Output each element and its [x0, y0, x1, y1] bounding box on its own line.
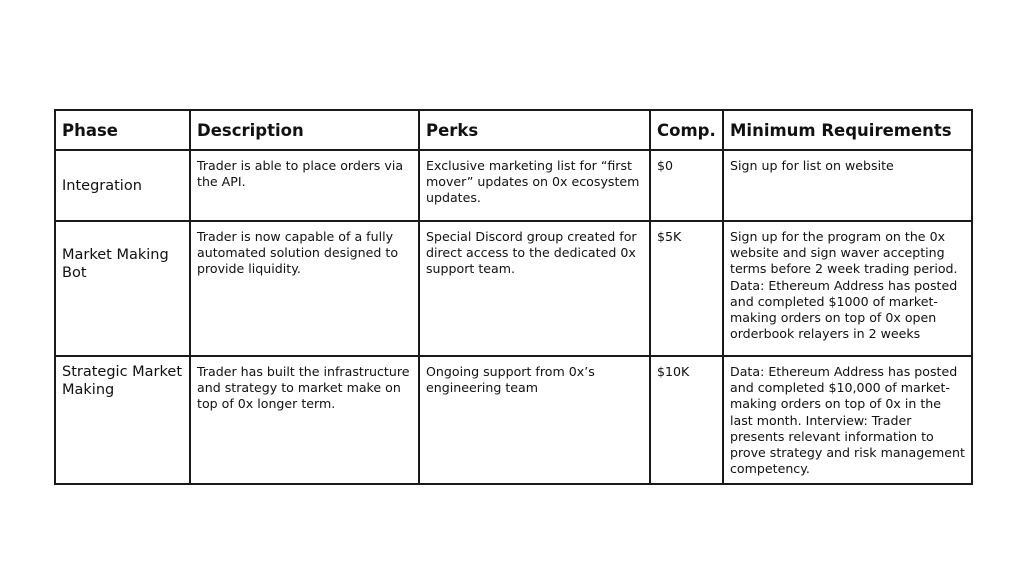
header-comp: Comp.: [650, 110, 723, 150]
comp-cell: $10K: [650, 356, 723, 484]
description-cell: Trader is able to place orders via the API.: [190, 150, 419, 221]
table-row: [55, 356, 972, 484]
comp-cell: $0: [650, 150, 723, 221]
table-row: [55, 221, 972, 356]
program-phases-table: [54, 109, 973, 485]
header-requirements: Minimum Requirements: [723, 110, 972, 150]
table-header-row: [55, 110, 972, 150]
perks-cell: Ongoing support from 0x’s engineering team: [419, 356, 650, 484]
table-row: [55, 150, 972, 221]
perks-cell: Special Discord group created for direct access to the dedicated 0x support team.: [419, 221, 650, 356]
description-cell: Trader has built the infrastructure and strategy to market make on top of 0x longer term.: [190, 356, 419, 484]
header-description: Description: [190, 110, 419, 150]
comp-cell: $5K: [650, 221, 723, 356]
requirements-cell: Sign up for the program on the 0x website and sign waver accepting terms before 2 week trading period. Data: Ethereum Address has posted and completed $1000 of market-making orders on top of 0x open orderbook relayers in 2 weeks: [723, 221, 972, 356]
phase-cell: Market Making Bot: [55, 221, 190, 356]
phase-cell: Strategic Market Making: [55, 356, 190, 484]
requirements-cell: Data: Ethereum Address has posted and completed $10,000 of market-making orders on top of 0x in the last month. Interview: Trader presents relevant information to prove strategy and risk management competency.: [723, 356, 972, 484]
phase-cell: Integration: [55, 150, 190, 221]
header-phase: Phase: [55, 110, 190, 150]
description-cell: Trader is now capable of a fully automated solution designed to provide liquidity.: [190, 221, 419, 356]
header-perks: Perks: [419, 110, 650, 150]
requirements-cell: Sign up for list on website: [723, 150, 972, 221]
perks-cell: Exclusive marketing list for “first mover” updates on 0x ecosystem updates.: [419, 150, 650, 221]
